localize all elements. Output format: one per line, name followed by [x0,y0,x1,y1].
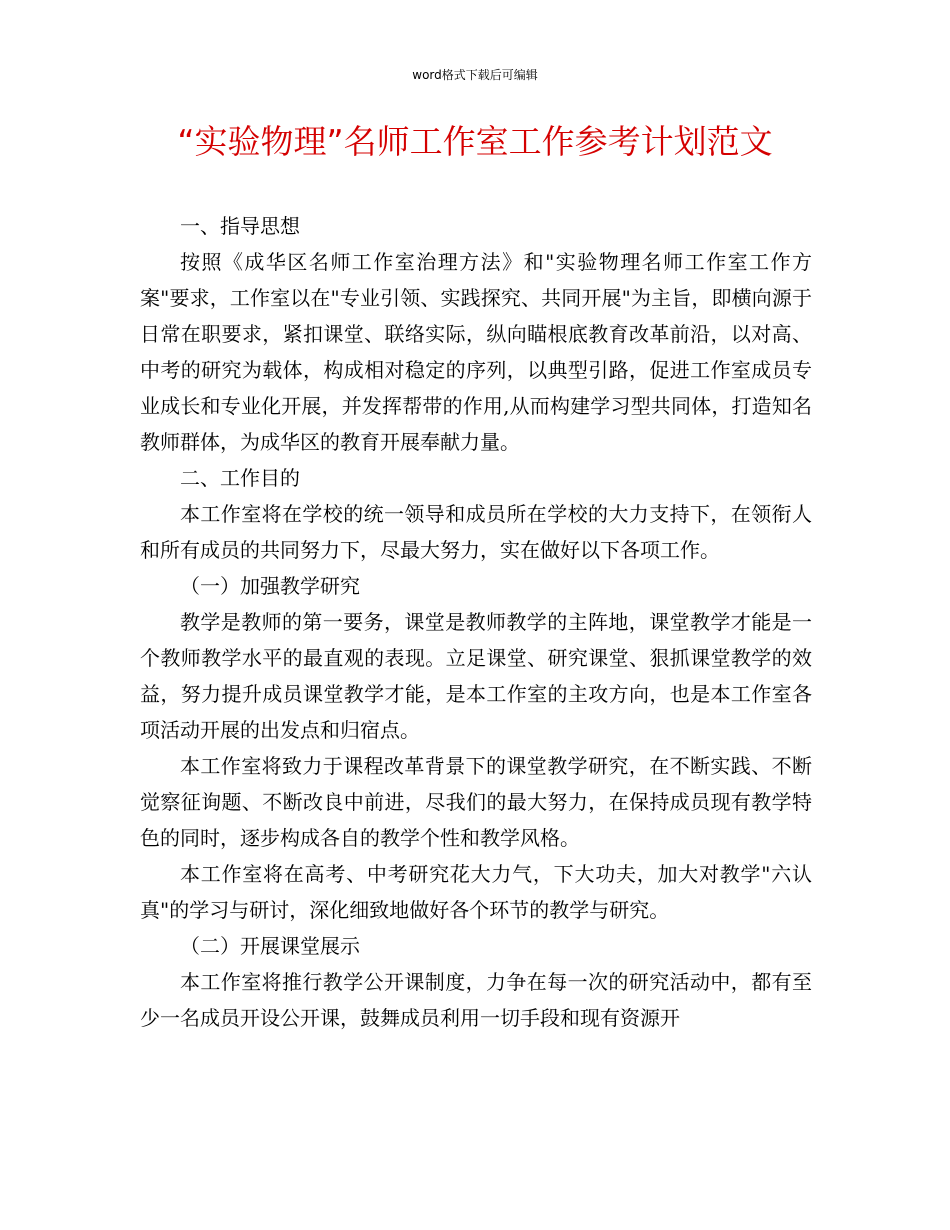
paragraph: 教学是教师的第一要务，课堂是教师教学的主阵地，课堂教学才能是一个教师教学水平的最直观的表现。立足课堂、研究课堂、狠抓课堂教学的效益，努力提升成员课堂教学才能，是本工作室的主攻方向，也是本工作室各项活动开展的出发点和归宿点。 [140,610,812,742]
paragraph: 本工作室将在学校的统一领导和成员所在学校的大力支持下，在领衔人和所有成员的共同努力下，尽最大努力，实在做好以下各项工作。 [140,502,812,562]
paragraph: 按照《成华区名师工作室治理方法》和"实验物理名师工作室工作方案"要求，工作室以在"专业引领、实践探究、共同开展"为主旨，即横向源于日常在职要求，紧扣课堂、联络实际，纵向瞄根底教育改革前沿，以对高、中考的研究为载体，构成相对稳定的序列，以典型引路，促进工作室成员专业成长和专业化开展，并发挥帮带的作用,从而构建学习型共同体，打造知名教师群体，为成华区的教育开展奉献力量。 [140,250,812,454]
paragraph: 本工作室将在高考、中考研究花大力气，下大功夫，加大对教学"六认真"的学习与研讨，深化细致地做好各个环节的教学与研究。 [140,862,812,922]
paragraph: 本工作室将推行教学公开课制度，力争在每一次的研究活动中，都有至少一名成员开设公开课，鼓舞成员利用一切手段和现有资源开 [140,970,812,1030]
page-header: word格式下载后可编辑 [412,68,538,82]
paragraph: 本工作室将致力于课程改革背景下的课堂教学研究，在不断实践、不断觉察征询题、不断改良中前进，尽我们的最大努力，在保持成员现有教学特色的同时，逐步构成各自的教学个性和教学风格。 [140,754,812,850]
subsection-heading: （一）加强教学研究 [180,574,360,598]
subsection-heading: （二）开展课堂展示 [180,934,360,958]
section-heading: 二、工作目的 [180,466,300,490]
section-heading: 一、指导思想 [180,214,300,238]
document-body [140,208,812,1036]
document-title: “实验物理”名师工作室工作参考计划范文 [177,122,773,161]
